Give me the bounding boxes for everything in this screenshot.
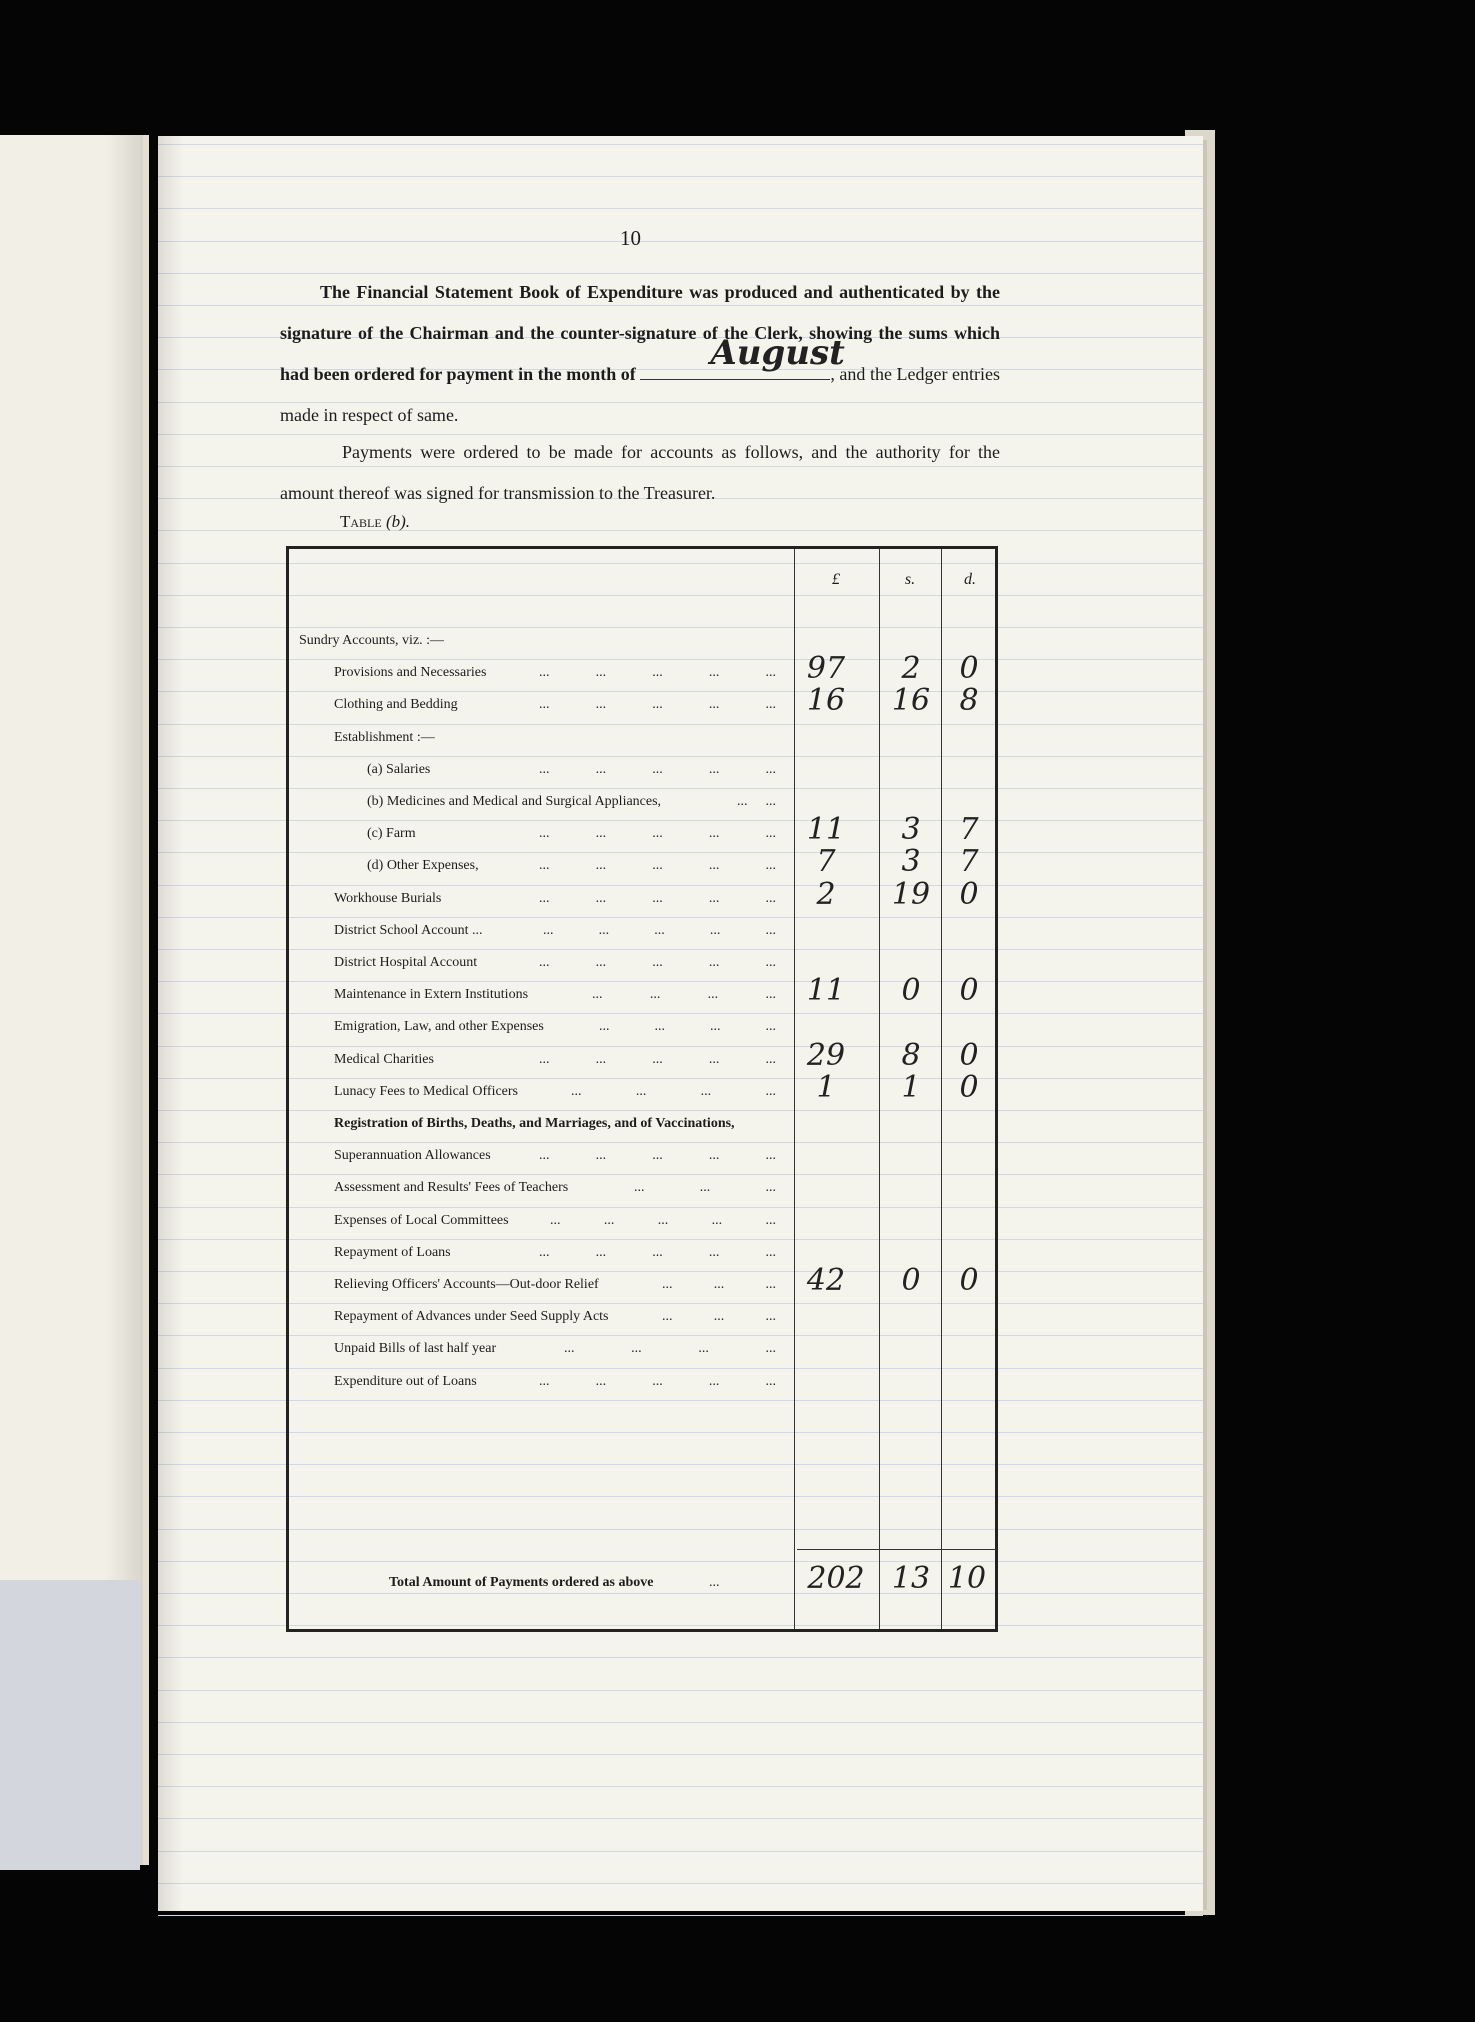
row-pounds-value: 11 [806, 973, 846, 1009]
row-label: Sundry Accounts, viz. :— [299, 633, 445, 648]
page-ruled-line [158, 144, 1203, 145]
row-label: Assessment and Results' Fees of Teachers [334, 1180, 569, 1196]
table-row [289, 665, 809, 697]
row-label: District Hospital Account [334, 955, 478, 970]
row-label: Maintenance in Extern Institutions [334, 987, 529, 1003]
row-pounds-value: 42 [806, 1263, 846, 1298]
expenditure-table [286, 546, 998, 1632]
table-row [289, 1180, 809, 1212]
row-label: (a) Salaries [367, 761, 431, 777]
row-leader-dots: ... ... ... ... [592, 987, 776, 1003]
page-ruled-line [158, 241, 1203, 242]
table-row [289, 891, 809, 923]
row-pounds-value: 2 [816, 876, 836, 912]
row-shillings-value: 0 [901, 1263, 921, 1298]
row-label: (d) Other Expenses, [367, 858, 479, 874]
paragraph-payments: Payments were ordered to be made for accounts as follows, and the authority for the amount thereof was signed for transmission to the Treasurer. [280, 442, 1000, 503]
table-caption-letter: (b). [385, 512, 411, 531]
row-pence-value: 0 [959, 973, 979, 1009]
page-ruled-line [158, 1851, 1203, 1852]
column-header-pounds: £ [832, 571, 840, 588]
page-ruled-line [158, 1915, 1203, 1916]
page-ruled-line [158, 1754, 1203, 1755]
row-label: Repayment of Loans [334, 1244, 451, 1260]
row-pence-value: 7 [959, 812, 979, 848]
row-label: (b) Medicines and Medical and Surgical Appliances, [367, 794, 662, 809]
table-caption [340, 512, 410, 532]
table-row [289, 1374, 809, 1406]
page-ruled-line [158, 1818, 1203, 1819]
row-label: (c) Farm [367, 826, 416, 842]
row-label: District School Account ... [334, 922, 483, 938]
page-ruled-line [158, 1690, 1203, 1691]
page-number: 10 [620, 226, 641, 250]
table-row [289, 1213, 809, 1245]
row-leader-dots: ... ... ... ... ... [539, 955, 776, 970]
row-label: Clothing and Bedding [334, 697, 458, 713]
table-row [289, 794, 809, 826]
page-ruled-line [158, 208, 1203, 209]
table-row [289, 730, 809, 762]
table-row [289, 633, 809, 665]
table-row [289, 987, 809, 1019]
row-leader-dots: ... ... ... ... ... [539, 858, 776, 874]
paragraph-statement-end: , and the Ledger entries made in respect of same. [280, 364, 1001, 425]
table-row [289, 762, 809, 794]
row-pence-value: 8 [959, 683, 979, 719]
row-leader-dots: ... ... ... ... ... [539, 697, 776, 713]
row-label: Superannuation Allowances [334, 1148, 491, 1164]
total-shillings: 13 [891, 1561, 931, 1596]
row-leader-dots: ... ... ... ... ... [539, 1051, 776, 1067]
table-row [289, 1148, 809, 1180]
row-shillings-value: 3 [901, 812, 921, 848]
row-leader-dots: ... ... ... ... ... [550, 1212, 776, 1228]
row-leader-dots: ... ... [737, 794, 776, 809]
row-leader-dots: ... ... ... ... ... [539, 826, 776, 842]
row-label: Repayment of Advances under Seed Supply Acts [334, 1309, 609, 1325]
paragraph-statement [280, 272, 1000, 436]
page-ruled-line [158, 1786, 1203, 1787]
table-row [289, 1052, 809, 1084]
row-leader-dots: ... ... ... ... [564, 1341, 776, 1357]
page-ruled-line [158, 1722, 1203, 1723]
row-leader-dots: ... ... ... ... ... [539, 1373, 776, 1389]
row-label: Expenditure out of Loans [334, 1373, 477, 1389]
row-label: Workhouse Burials [334, 890, 442, 906]
month-blank [640, 333, 845, 380]
row-shillings-value: 8 [901, 1037, 921, 1073]
total-pence: 10 [947, 1561, 987, 1596]
row-leader-dots: ... ... ... [662, 1309, 776, 1325]
page-ruled-line [158, 1657, 1203, 1658]
row-leader-dots: ... ... ... ... ... [539, 761, 776, 777]
row-label: Emigration, Law, and other Expenses [334, 1019, 544, 1035]
total-separator-line [797, 1549, 997, 1550]
row-shillings-value: 0 [901, 973, 921, 1009]
row-pence-value: 0 [959, 876, 979, 912]
row-label: Establishment :— [334, 729, 435, 745]
month-handwritten: August [710, 333, 845, 373]
left-page-cover-strip [0, 1580, 140, 1870]
row-pounds-value: 11 [806, 812, 846, 848]
table-row [289, 1277, 809, 1309]
row-leader-dots: ... ... ... ... [571, 1083, 776, 1099]
table-row [289, 1341, 809, 1373]
column-header-pence: d. [964, 571, 976, 588]
paragraph-statement-text: The Financial Statement Book of Expenditure was produced and authenticated by the signature of the Chairman and the counter-signature of the Clerk, showing the sums which had been ordered for payment in the month of [280, 282, 1000, 384]
page-ruled-line [158, 1883, 1203, 1884]
left-page-edge [143, 135, 149, 1865]
row-label: Unpaid Bills of last half year [334, 1341, 497, 1357]
row-leader-dots: ... ... ... [662, 1277, 776, 1292]
row-pence-value: 0 [959, 1263, 979, 1298]
total-pounds: 202 [807, 1561, 865, 1596]
row-label: Registration of Births, Deaths, and Marriages, and of Vaccinations, [334, 1116, 735, 1131]
row-pounds-value: 1 [816, 1069, 836, 1105]
page-ruled-line [158, 176, 1203, 177]
row-pounds-value: 97 [806, 651, 846, 687]
page-gutter-shadow [158, 136, 183, 1911]
row-shillings-value: 2 [901, 651, 921, 687]
row-pence-value: 0 [959, 651, 979, 687]
table-row [289, 955, 809, 987]
row-pounds-value: 16 [806, 683, 846, 719]
row-pence-value: 0 [959, 1037, 979, 1073]
total-leader-dots: ... [709, 1575, 720, 1590]
row-pence-value: 0 [959, 1069, 979, 1105]
row-shillings-value: 16 [891, 683, 931, 719]
table-row [289, 826, 809, 858]
total-label: Total Amount of Payments ordered as above [389, 1575, 654, 1590]
page-ruled-line [158, 530, 1203, 531]
row-leader-dots: ... ... ... ... ... [539, 890, 776, 906]
row-label: Relieving Officers' Accounts—Out-door Relief [334, 1277, 599, 1292]
row-leader-dots: ... ... ... ... ... [543, 922, 776, 938]
row-shillings-value: 19 [891, 876, 931, 912]
row-pounds-value: 7 [816, 844, 836, 880]
row-pounds-value: 29 [806, 1037, 846, 1073]
table-row [289, 697, 809, 729]
table-row [289, 1309, 809, 1341]
row-shillings-value: 3 [901, 844, 921, 880]
row-label: Expenses of Local Committees [334, 1212, 509, 1228]
row-leader-dots: ... ... ... [634, 1180, 776, 1196]
row-leader-dots: ... ... ... ... ... [539, 1148, 776, 1164]
row-label: Lunacy Fees to Medical Officers [334, 1083, 519, 1099]
table-caption-word: Table [340, 512, 382, 531]
column-divider-shillings [879, 549, 880, 1629]
table-row [289, 858, 809, 890]
row-leader-dots: ... ... ... ... ... [539, 665, 776, 681]
table-row [289, 1084, 809, 1116]
row-pence-value: 7 [959, 844, 979, 880]
column-header-shillings: s. [904, 571, 916, 588]
table-row [289, 1019, 809, 1051]
table-row [289, 923, 809, 955]
row-shillings-value: 1 [901, 1069, 921, 1105]
table-row [289, 1245, 809, 1277]
row-label: Medical Charities [334, 1051, 434, 1067]
row-label: Provisions and Necessaries [334, 665, 487, 681]
table-row [289, 1116, 809, 1148]
row-leader-dots: ... ... ... ... [599, 1019, 776, 1035]
row-leader-dots: ... ... ... ... ... [539, 1244, 776, 1260]
